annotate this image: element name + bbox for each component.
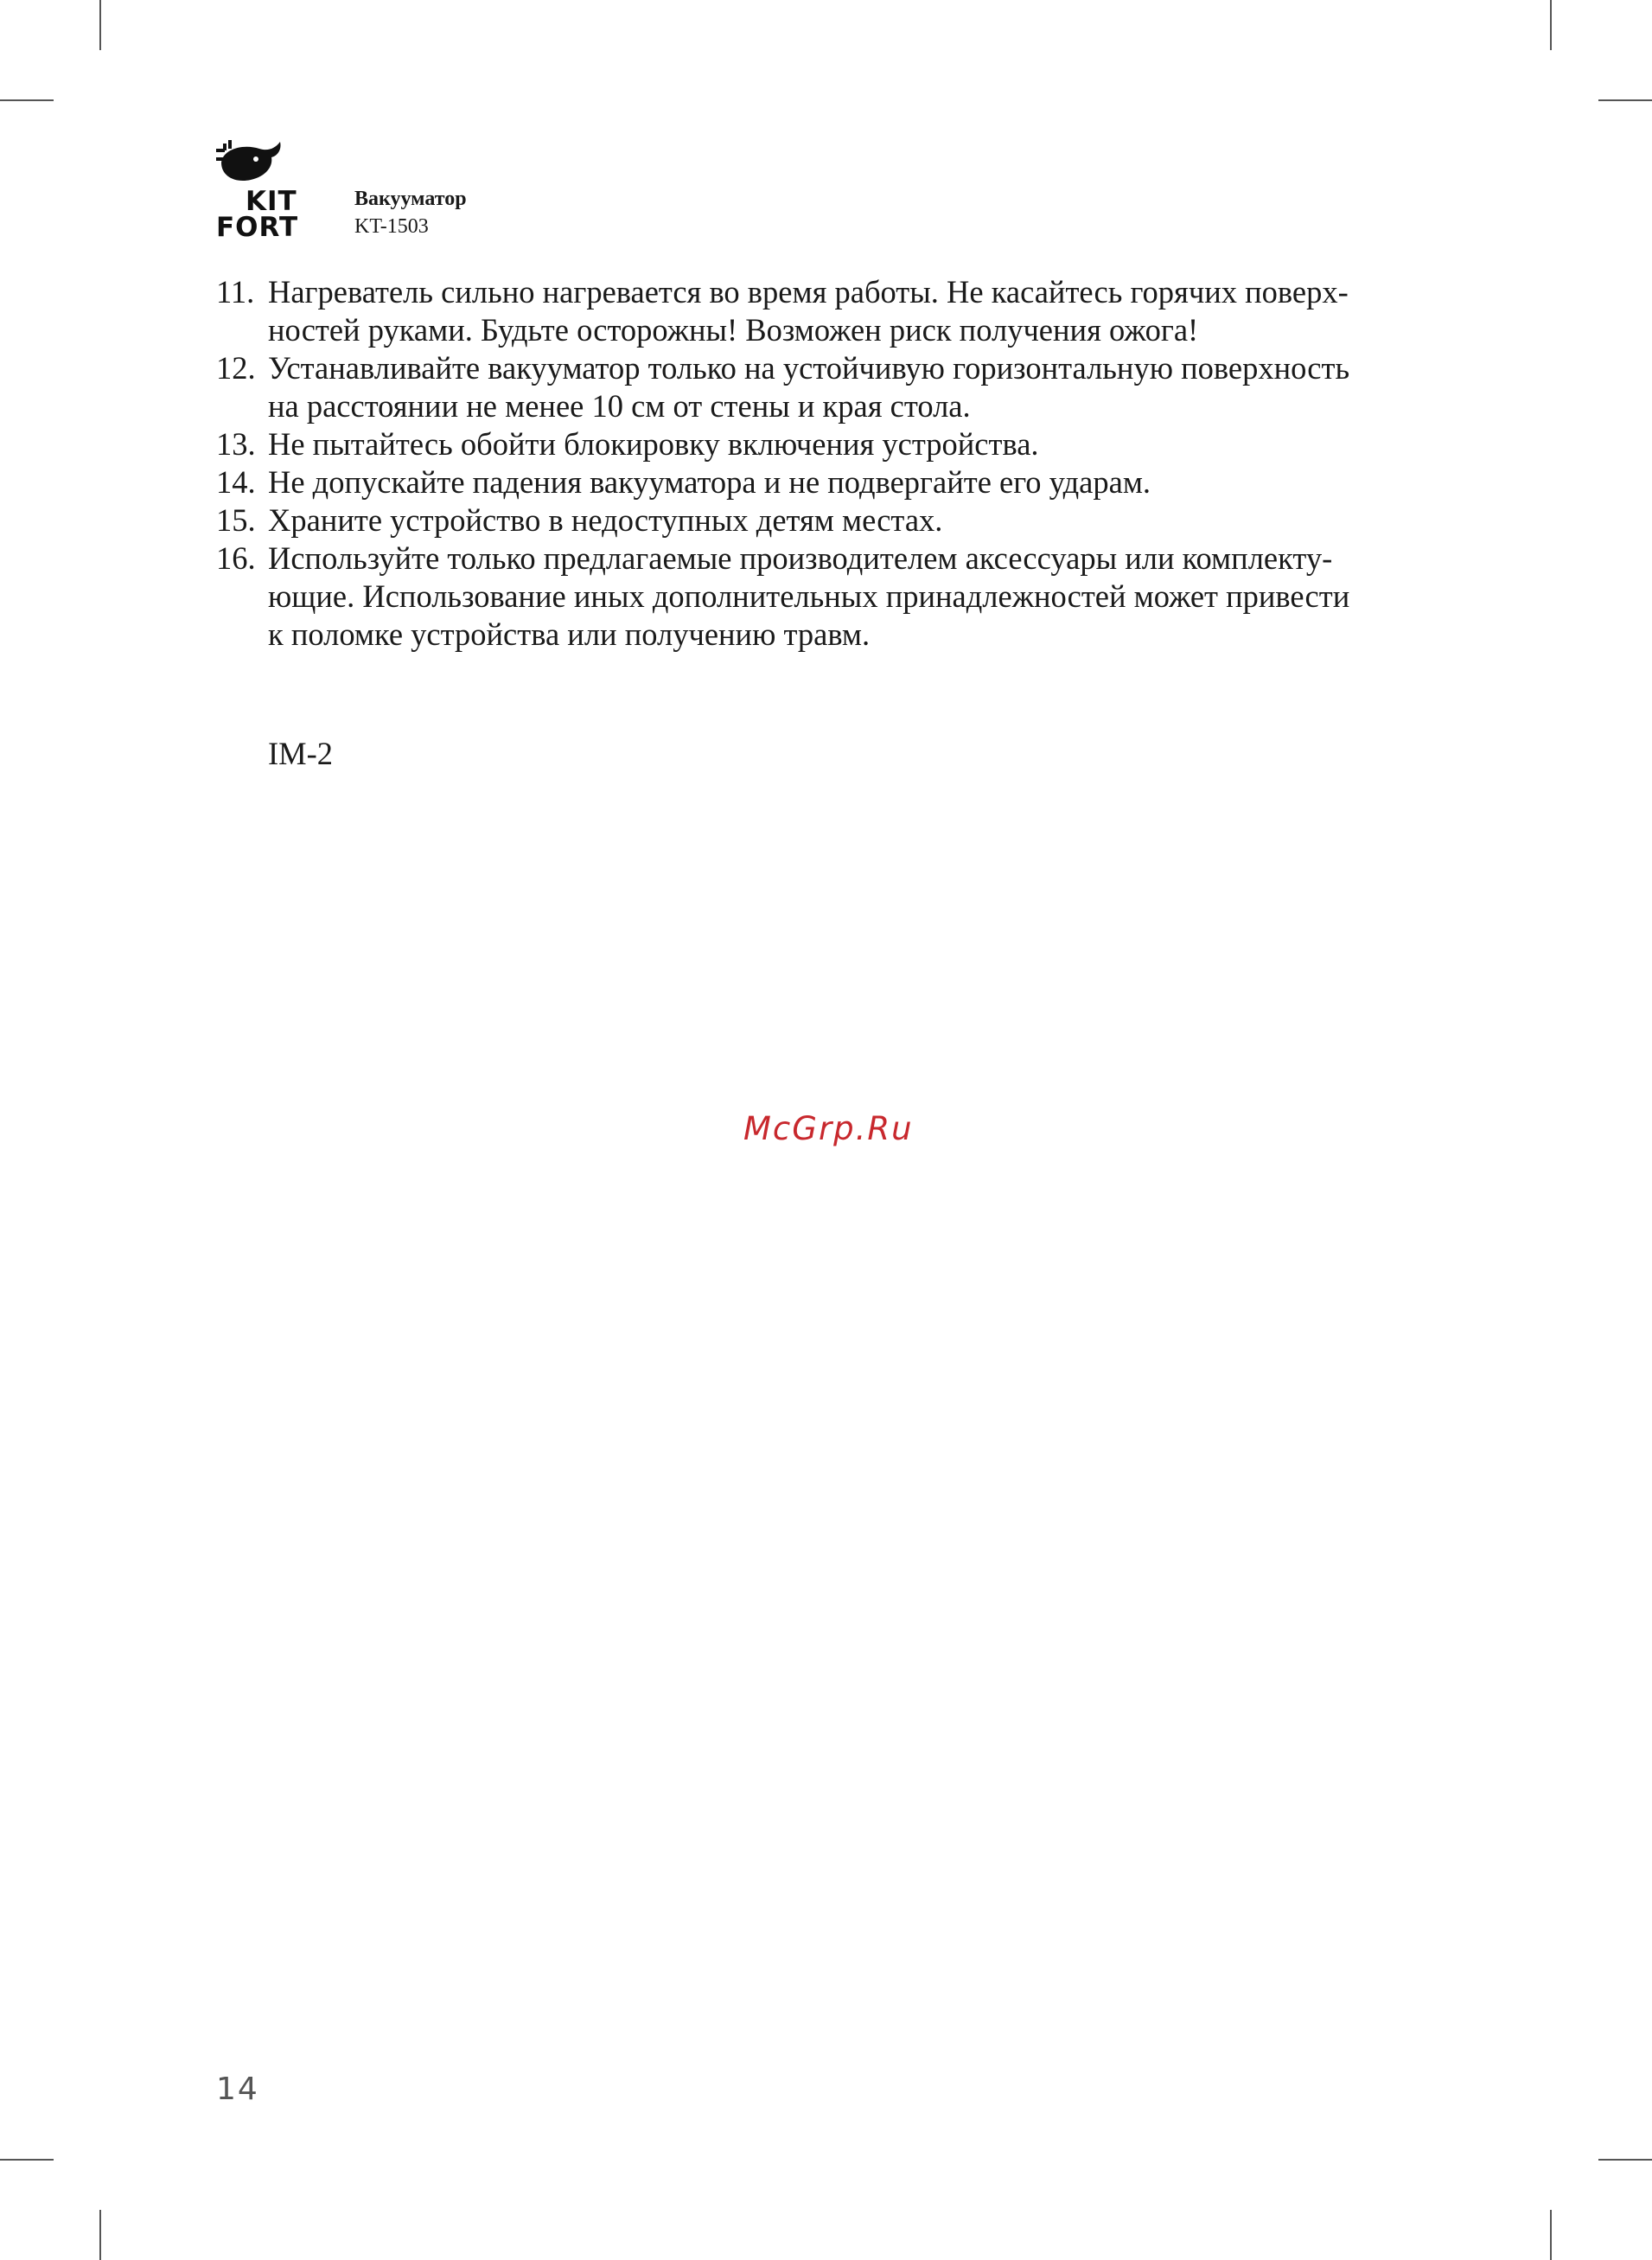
item-number: 12. <box>216 350 256 386</box>
crop-mark-top-left <box>99 0 101 50</box>
item-number: 13. <box>216 426 256 462</box>
product-info <box>354 185 467 240</box>
list-item <box>216 273 1461 349</box>
safety-instructions-list <box>216 273 1461 654</box>
list-item <box>216 463 1461 501</box>
page-header <box>216 137 579 249</box>
item-number: 14. <box>216 464 256 500</box>
crop-mark-top-right <box>1550 0 1552 50</box>
item-text-line: на расстоянии не менее 10 см от стены и края стола. <box>268 388 971 424</box>
item-text-line: Не допускайте падения вакууматора и не подвергайте его ударам. <box>268 464 1151 500</box>
list-item <box>216 349 1461 425</box>
logo-text-kit: KIT <box>246 186 297 217</box>
crop-mark-right-bottom <box>1598 2159 1652 2161</box>
crop-mark-bottom-right <box>1550 2210 1552 2260</box>
product-name: Вакууматор <box>354 188 467 210</box>
list-item <box>216 501 1461 539</box>
logo-wordmark <box>216 186 299 243</box>
item-text-line: Нагреватель сильно нагревается во время работы. Не касайтесь горячих поверх- <box>268 274 1349 310</box>
watermark-link[interactable]: McGrp.Ru <box>743 1110 914 1147</box>
crop-mark-right-top <box>1598 99 1652 101</box>
item-text-line: Храните устройство в недоступных детям местах. <box>268 502 943 538</box>
product-model: KT-1503 <box>354 215 429 238</box>
document-code: IM-2 <box>268 736 334 771</box>
item-text-line: Используйте только предлагаемые производителем аксессуары или комплекту- <box>268 540 1333 576</box>
crop-mark-left-top <box>0 99 54 101</box>
list-item <box>216 539 1461 654</box>
item-number: 11. <box>216 274 255 310</box>
item-text-line: Не пытайтесь обойти блокировку включения устройства. <box>268 426 1039 462</box>
crop-mark-bottom-left <box>99 2210 101 2260</box>
item-text-line: ющие. Использование иных дополнительных принадлежностей может привести <box>268 578 1350 614</box>
kitfort-logo <box>216 137 328 249</box>
crop-mark-left-bottom <box>0 2159 54 2161</box>
item-text-line: к поломке устройства или получению травм. <box>268 616 871 652</box>
item-text-line: Устанавливайте вакууматор только на устойчивую горизонтальную поверхность <box>268 350 1350 386</box>
item-number: 15. <box>216 502 256 538</box>
logo-text-fort: FORT <box>216 212 299 243</box>
item-number: 16. <box>216 540 256 576</box>
list-item <box>216 425 1461 463</box>
item-text-line: ностей руками. Будьте осторожны! Возможен риск получения ожога! <box>268 312 1199 348</box>
whale-plug-icon <box>216 137 285 188</box>
page-number: 14 <box>216 2072 259 2107</box>
